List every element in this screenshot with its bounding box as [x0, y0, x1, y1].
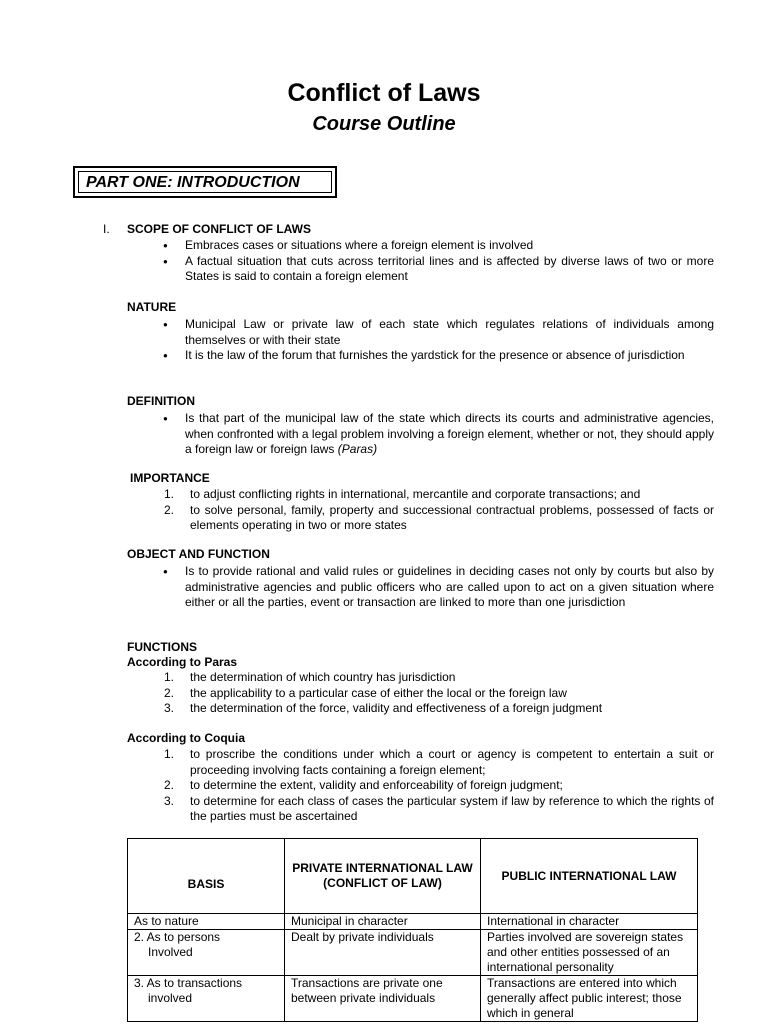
column-header-private: PRIVATE INTERNATIONAL LAW (CONFLICT OF LAW) — [285, 839, 481, 914]
importance-list — [164, 487, 714, 534]
nature-list — [185, 317, 714, 364]
table-row — [128, 976, 698, 1022]
table-cell: Transactions are private one between private individuals — [285, 976, 481, 1022]
list-item: ● Embraces cases or situations where a foreign element is involved — [185, 238, 714, 254]
definition-citation: (Paras) — [337, 442, 378, 456]
list-item: ● Municipal Law or private law of each state which regulates relations of individuals among themselves or with their state — [185, 317, 714, 348]
list-item: 1. to adjust conflicting rights in international, mercantile and corporate transactions; and — [164, 487, 641, 501]
scope-heading: SCOPE OF CONFLICT OF LAWS — [127, 222, 311, 236]
table-cell: Parties involved are sovereign states and other entities possessed of an international personality — [481, 930, 698, 976]
functions-heading: FUNCTIONS — [127, 640, 197, 654]
coquia-heading: According to Coquia — [127, 731, 245, 745]
list-item: 2. to determine the extent, validity and enforceability of foreign judgment; — [164, 778, 563, 792]
definition-list — [185, 411, 714, 458]
nature-heading: NATURE — [127, 300, 177, 314]
document-title: Conflict of Laws — [287, 79, 481, 107]
table-row — [128, 914, 698, 930]
section-numeral: I. — [103, 222, 110, 236]
comparison-table — [127, 838, 698, 1022]
table-cell: International in character — [481, 914, 698, 930]
column-header-public: PUBLIC INTERNATIONAL LAW — [481, 839, 698, 914]
table-cell: 2. As to persons Involved — [128, 930, 285, 976]
column-header-basis: BASIS — [128, 839, 285, 914]
list-item: ● It is the law of the forum that furnishes the yardstick for the presence or absence of jurisdiction — [185, 348, 714, 364]
part-heading: PART ONE: INTRODUCTION — [78, 171, 332, 193]
list-item: 1. the determination of which country has jurisdiction — [164, 670, 456, 684]
list-item: 3. to determine for each class of cases the particular system if law by reference to which the rights of the parties must be ascertained — [164, 793, 714, 823]
paras-heading: According to Paras — [127, 655, 238, 669]
part-heading-box — [73, 166, 337, 198]
coquia-list — [164, 747, 714, 825]
definition-text: Is that part of the municipal law of the state which directs its courts and administrative agencies, when confronted with a legal problem involving a foreign element, whether or not, they should apply a foreign law or foreign laws — [185, 411, 714, 456]
importance-heading: IMPORTANCE — [130, 471, 210, 485]
list-item — [185, 411, 714, 458]
table-cell: 3. As to transactions involved — [128, 976, 285, 1022]
table-header-row — [128, 839, 698, 914]
object-heading: OBJECT AND FUNCTION — [127, 547, 270, 561]
list-item: 1. to proscribe the conditions under which a court or agency is competent to entertain a suit or proceeding involving facts containing a foreign element; — [164, 747, 714, 777]
table-row — [128, 930, 698, 976]
list-item: 2. to solve personal, family, property and successional contractual problems, possessed of facts or elements operating in two or more states — [164, 502, 714, 532]
paras-list — [164, 670, 714, 717]
list-item: ● A factual situation that cuts across territorial lines and is affected by diverse laws of two or more States is said to contain a foreign element — [185, 254, 714, 285]
list-item: 2. the applicability to a particular case of either the local or the foreign law — [164, 685, 567, 700]
definition-heading: DEFINITION — [127, 394, 195, 408]
table-cell: Municipal in character — [285, 914, 481, 930]
list-item: 3. the determination of the force, validity and effectiveness of a foreign judgment — [164, 701, 603, 715]
document-subtitle: Course Outline — [312, 113, 456, 135]
table-cell: Dealt by private individuals — [285, 930, 481, 976]
scope-list — [185, 238, 714, 285]
list-item: ● Is to provide rational and valid rules or guidelines in deciding cases not only by courts but also by administrative agencies and public officers who are called upon to act on a given situation where either or all the parties, event or transaction are linked to more than one jurisdiction — [185, 564, 714, 611]
table-cell: As to nature — [128, 914, 285, 930]
object-list — [185, 564, 714, 611]
table-cell: Transactions are entered into which generally affect public interest; those which in general — [481, 976, 698, 1022]
